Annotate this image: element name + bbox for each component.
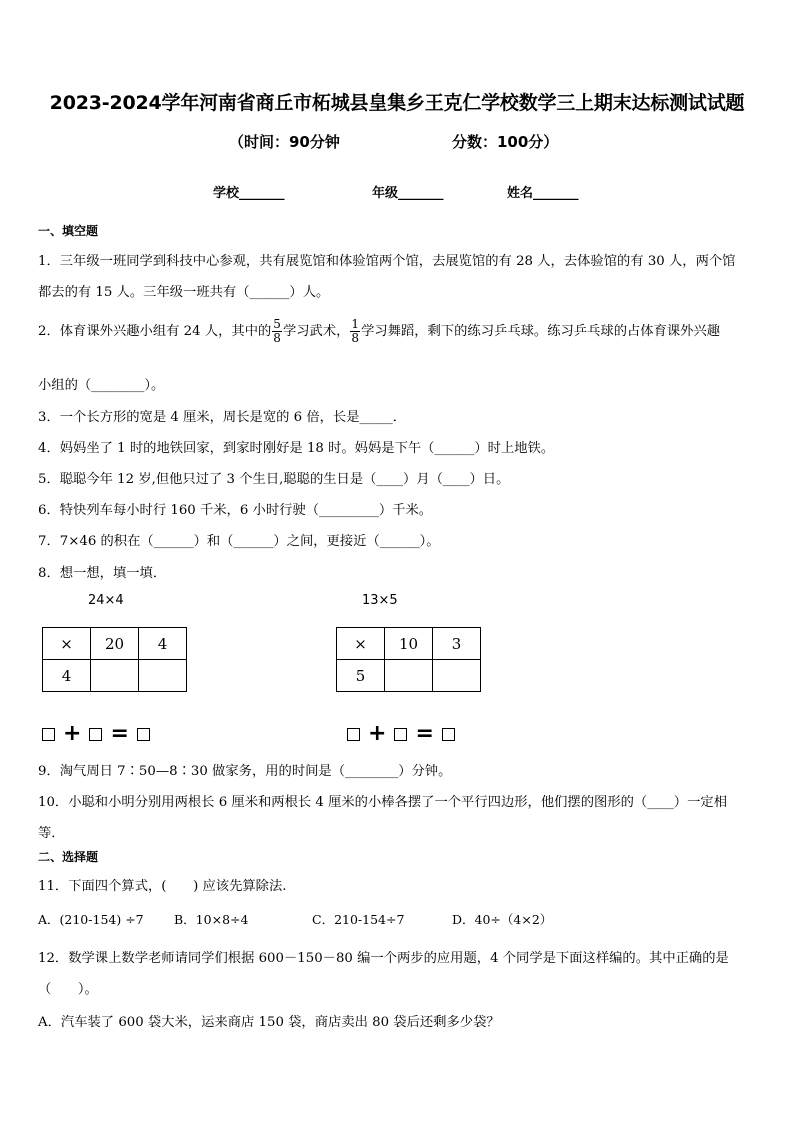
table-cell: 20 (91, 628, 139, 660)
exam-score: 分数：100分） (452, 133, 559, 151)
question-2-part1: 2．体育课外兴趣小组有 24 人，其中的 (38, 324, 272, 339)
blank-box (394, 728, 407, 741)
fraction-denominator: 8 (273, 331, 281, 345)
table-cell: 4 (139, 628, 187, 660)
blank-box (347, 728, 360, 741)
blank-box (442, 728, 455, 741)
equation-row-right (347, 721, 455, 746)
question-11-option-c: C．210-154÷7 (312, 912, 405, 927)
fraction-numerator: 5 (273, 317, 281, 331)
question-10-line1: 10．小聪和小明分别用两根长 6 厘米和两根长 4 厘米的小棒各摆了一个平行四边形，他们摆的图形的（____）一定相 (38, 795, 727, 810)
table-cell: × (337, 628, 385, 660)
question-9: 9．淘气周日 7∶50—8∶30 做家务，用的时间是（________）分钟。 (38, 764, 452, 779)
fraction-denominator: 8 (351, 331, 360, 345)
blank-box (42, 728, 55, 741)
question-11-option-b: B．10×8÷4 (174, 912, 249, 927)
question-11: 11．下面四个算式，( ) 应该先算除法. (38, 879, 287, 894)
table-cell: 5 (337, 660, 385, 692)
blank-box (89, 728, 102, 741)
fraction-numerator: 1 (351, 317, 360, 331)
question-4: 4．妈妈坐了 1 时的地铁回家，到家时刚好是 18 时。妈妈是下午（______）时上地铁。 (38, 441, 555, 456)
answer-cell (385, 660, 433, 692)
fraction-one-eighth (350, 318, 360, 345)
question-2-line2: 小组的（________）。 (38, 378, 165, 393)
question-11-option-d: D．40÷（4×2） (452, 912, 553, 927)
table-cell: 4 (43, 660, 91, 692)
question-12-line2: （ ）。 (38, 982, 98, 997)
question-2-part2: 学习武术， (282, 324, 350, 339)
question-1-line2: 都去的有 15 人。三年级一班共有（______）人。 (38, 285, 330, 300)
exam-time: （时间：90分钟 (229, 133, 340, 151)
question-12-option-a: A．汽车装了 600 袋大米，运来商店 150 袋，商店卖出 80 袋后还剩多少袋？ (38, 1015, 500, 1030)
equals-sign: = (415, 721, 434, 746)
question-10-line2: 等． (38, 826, 65, 841)
table-cell: × (43, 628, 91, 660)
plus-sign: + (63, 721, 82, 746)
grade-field: 年级_______ (372, 186, 444, 201)
table-row (337, 628, 481, 660)
question-6: 6．特快列车每小时行 160 千米，6 小时行驶（_________）千米。 (38, 503, 433, 518)
name-field: 姓名_______ (507, 186, 579, 201)
page-title: 2023-2024学年河南省商丘市柘城县皇集乡王克仁学校数学三上期末达标测试试题 (49, 92, 745, 114)
equals-sign: = (110, 721, 129, 746)
section-title-fill-blank: 一、填空题 (38, 224, 99, 238)
table-row (43, 628, 187, 660)
question-11-option-a: A．(210-154) ÷7 (38, 912, 144, 927)
multiplication-table-left (42, 627, 187, 692)
expression-right: 13×5 (362, 593, 398, 608)
table-row (337, 660, 481, 692)
blank-box (137, 728, 150, 741)
fraction-five-eighths (272, 318, 282, 345)
question-8: 8．想一想，填一填． (38, 566, 167, 581)
question-2-part3: 学习舞蹈，剩下的练习乒乓球。练习乒乓球的占体育课外兴趣 (361, 324, 721, 339)
expression-left: 24×4 (88, 593, 124, 608)
school-field: 学校_______ (213, 186, 285, 201)
answer-cell (91, 660, 139, 692)
answer-cell (433, 660, 481, 692)
section-title-multiple-choice: 二、选择题 (38, 850, 99, 864)
question-2-line1 (38, 318, 720, 345)
question-12-line1: 12．数学课上数学老师请同学们根据 600－150－80 编一个两步的应用题，4 个同学是下面这样编的。其中正确的是 (38, 951, 729, 966)
answer-cell (139, 660, 187, 692)
question-1-line1: 1．三年级一班同学到科技中心参观，共有展览馆和体验馆两个馆，去展览馆的有 28 人，去体验馆的有 30 人，两个馆 (38, 254, 736, 269)
table-cell: 10 (385, 628, 433, 660)
question-3: 3．一个长方形的宽是 4 厘米，周长是宽的 6 倍，长是_____． (38, 410, 407, 425)
question-7: 7．7×46 的积在（______）和（______）之间，更接近（______）。 (38, 534, 440, 549)
plus-sign: + (368, 721, 387, 746)
multiplication-table-right (336, 627, 481, 692)
table-cell: 3 (433, 628, 481, 660)
question-5: 5．聪聪今年 12 岁,但他只过了 3 个生日,聪聪的生日是（____）月（____）日。 (38, 472, 510, 487)
table-row (43, 660, 187, 692)
equation-row-left (42, 721, 150, 746)
